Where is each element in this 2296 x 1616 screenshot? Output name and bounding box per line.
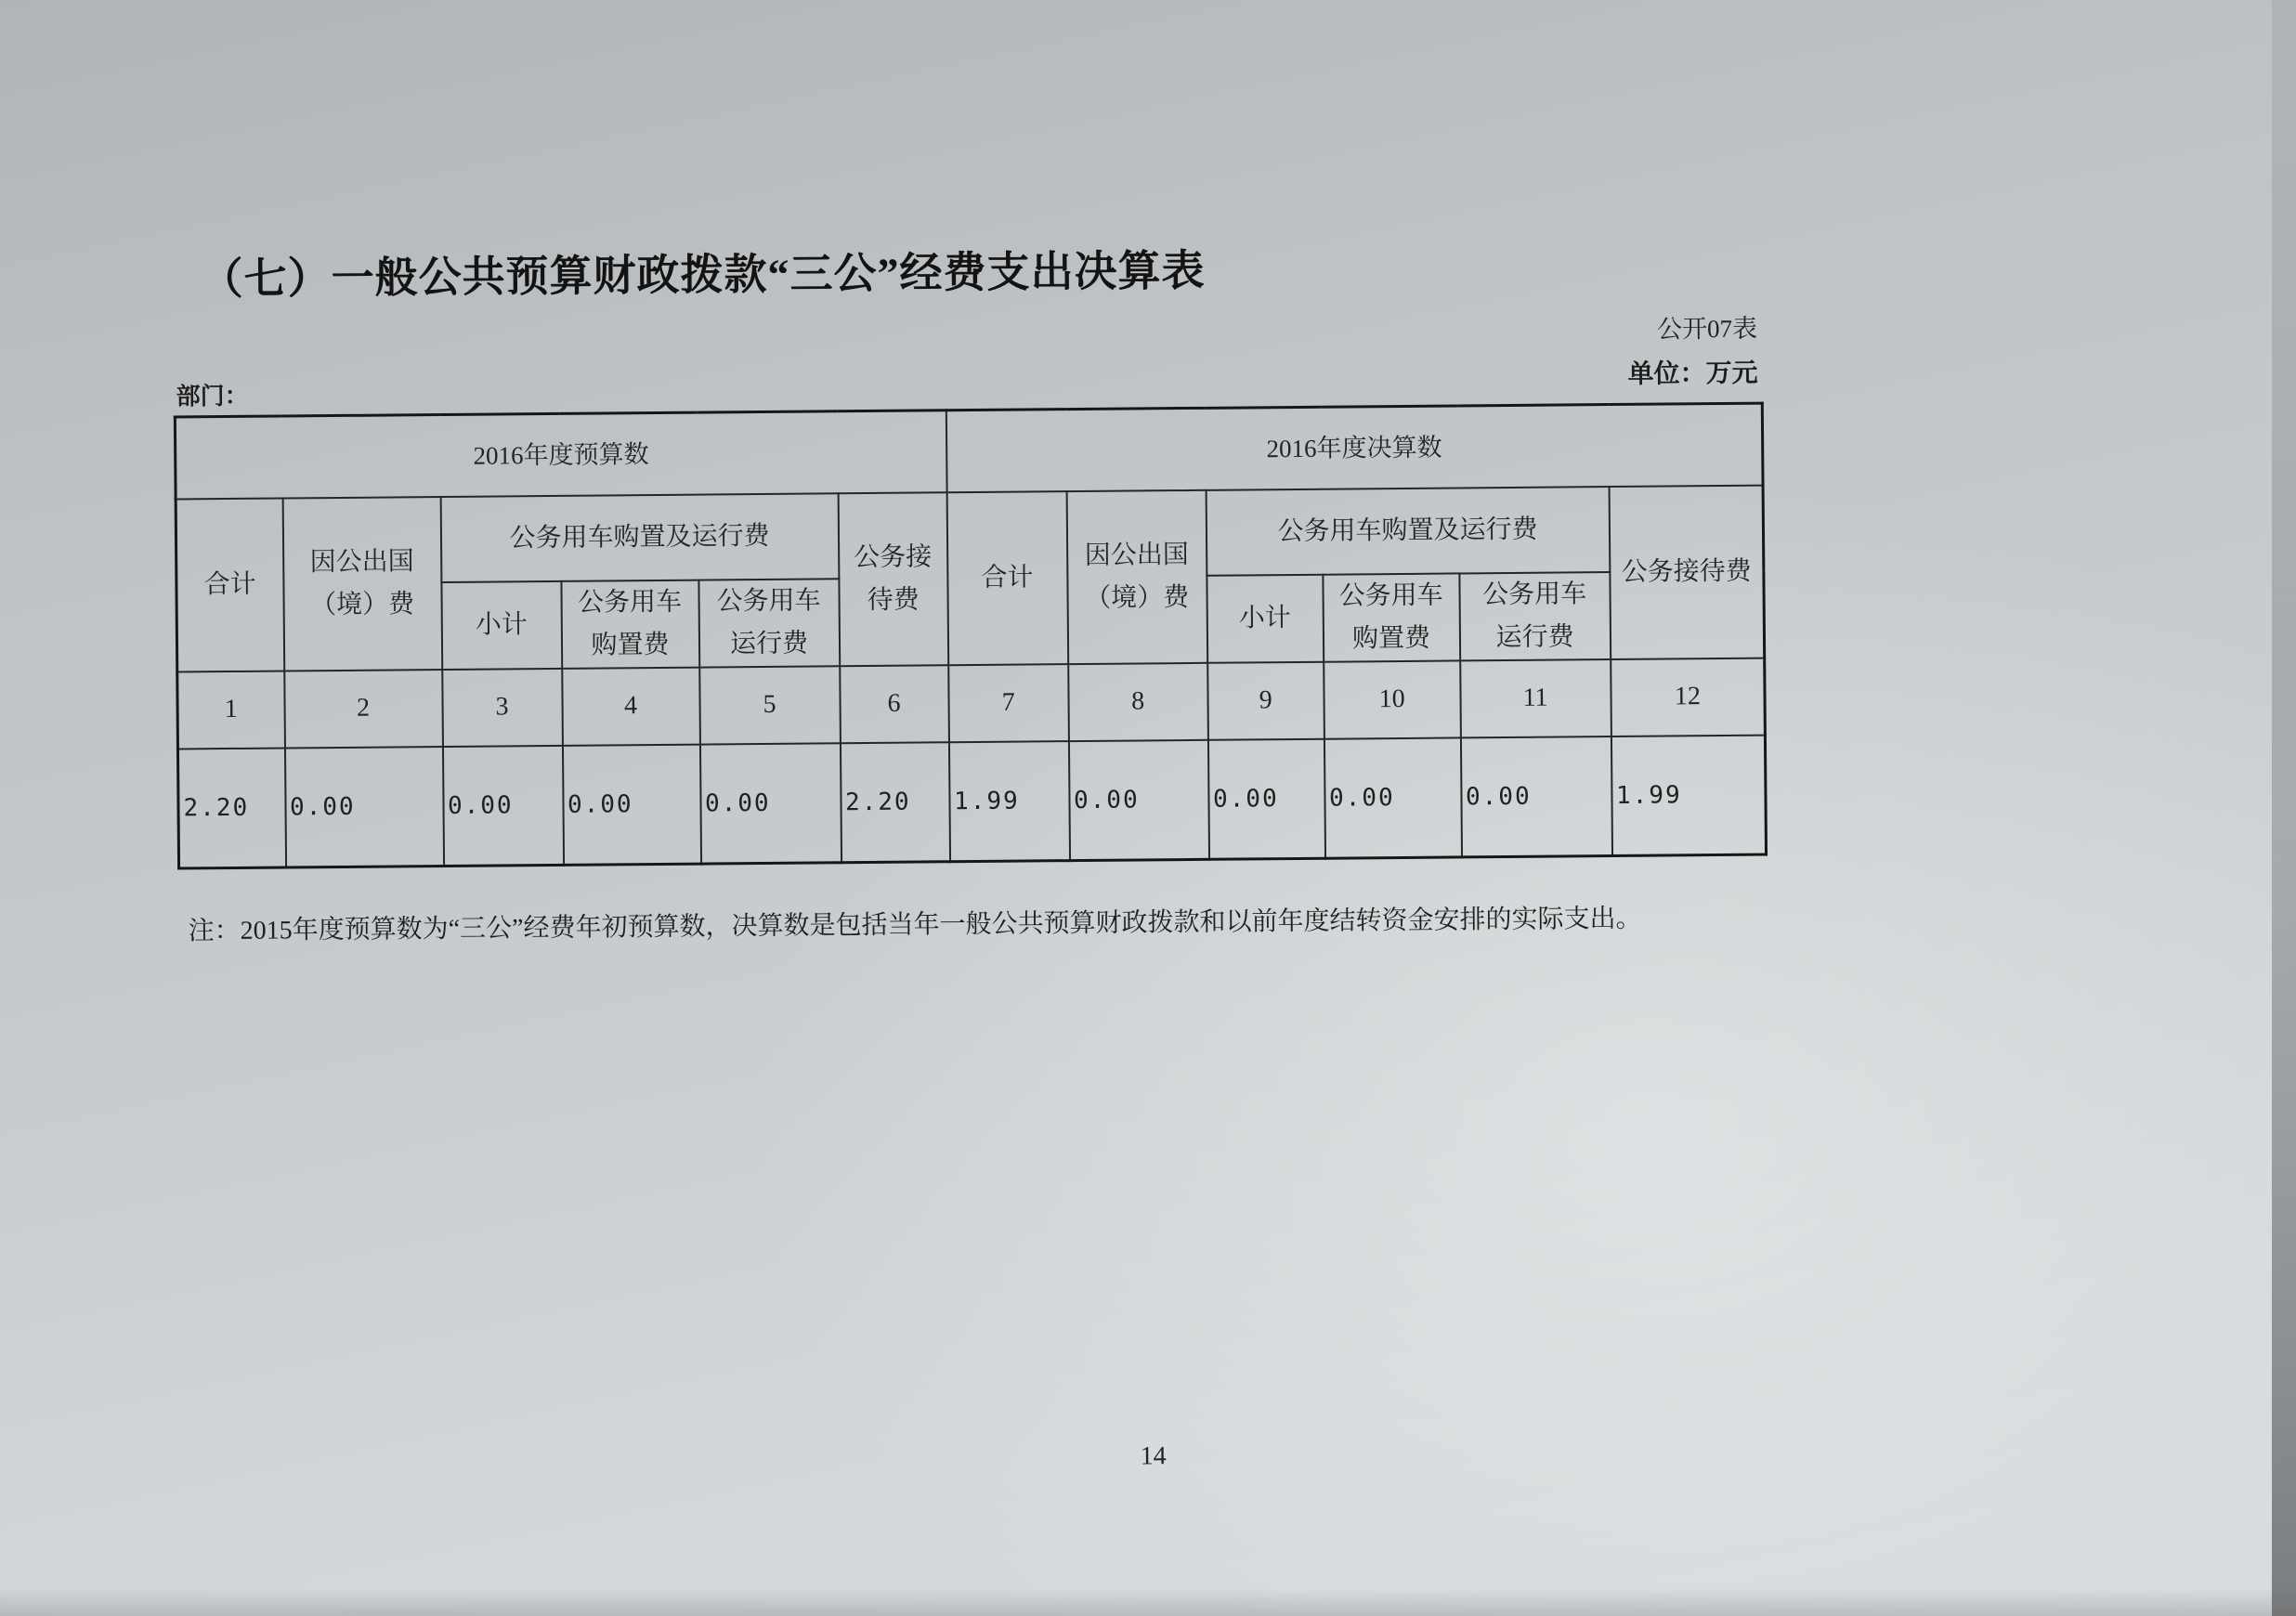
group-header-row xyxy=(175,403,1763,499)
budget-vehicle-subtotal-value: 0.00 xyxy=(442,745,563,866)
header-line: 因公出国 xyxy=(1084,540,1189,570)
column-number-cell: 5 xyxy=(699,666,841,744)
header-line: 购置费 xyxy=(591,630,670,660)
header-line: 公务接 xyxy=(854,541,933,572)
final-abroad-header xyxy=(1066,489,1207,663)
final-vehicle-purchase-value: 0.00 xyxy=(1324,737,1461,858)
budget-reception-header xyxy=(838,492,948,666)
budget-group-header: 2016年度预算数 xyxy=(175,411,946,499)
final-vehicle-operation-value: 0.00 xyxy=(1460,736,1611,857)
column-number-cell: 11 xyxy=(1460,659,1611,737)
header-line: 购置费 xyxy=(1351,623,1431,653)
category-header-row xyxy=(176,485,1764,584)
budget-vehicle-purchase-header xyxy=(561,580,699,668)
final-reception-header xyxy=(1609,485,1765,658)
column-number-cell: 10 xyxy=(1324,660,1461,738)
header-line: 公务用车 xyxy=(1481,579,1587,609)
column-number-cell: 3 xyxy=(442,668,563,746)
final-vehicle-operation-header xyxy=(1459,572,1611,660)
final-total-value: 1.99 xyxy=(949,741,1070,862)
header-line: 运行费 xyxy=(729,629,809,658)
final-total-header: 合计 xyxy=(946,491,1068,665)
budget-vehicle-subtotal-header: 小计 xyxy=(441,580,562,669)
header-line: （境）费 xyxy=(1085,582,1190,613)
paper-bottom-shadow xyxy=(0,1588,2296,1616)
column-number-cell: 9 xyxy=(1207,661,1324,739)
column-number-cell: 12 xyxy=(1611,658,1766,736)
header-line: 公务接待费 xyxy=(1621,556,1752,587)
department-label: 部门： xyxy=(176,382,249,411)
budget-total-header: 合计 xyxy=(176,498,284,671)
form-code: 公开07表 xyxy=(1656,314,1758,344)
budget-vehicle-purchase-value: 0.00 xyxy=(562,744,700,865)
header-line: 公务用车 xyxy=(716,585,821,616)
column-number-cell: 8 xyxy=(1068,662,1208,740)
header-line: 待费 xyxy=(867,585,920,615)
document-sheet xyxy=(134,197,1817,1512)
budget-reception-value: 2.20 xyxy=(840,742,949,863)
paper-edge-shadow xyxy=(2272,0,2296,1616)
final-vehicle-subtotal-header: 小计 xyxy=(1207,574,1324,662)
column-number-row xyxy=(177,658,1766,749)
header-line: 公务用车 xyxy=(577,587,683,618)
expenditure-table xyxy=(174,402,1768,870)
footnote: 注：2015年度预算数为“三公”经费年初预算数，决算数是包括当年一般公共预算财政拨款和以前年度结转资金安排的实际支出。 xyxy=(188,904,1642,946)
page-title: （七）一般公共预算财政拨款“三公”经费支出决算表 xyxy=(200,246,1206,304)
budget-vehicle-operation-value: 0.00 xyxy=(699,743,841,864)
final-vehicle-subtotal-value: 0.00 xyxy=(1207,738,1324,859)
final-vehicle-header: 公务用车购置及运行费 xyxy=(1206,487,1610,576)
final-abroad-value: 0.00 xyxy=(1068,739,1208,860)
final-group-header: 2016年度决算数 xyxy=(946,403,1763,492)
budget-total-value: 2.20 xyxy=(177,748,285,868)
column-number-cell: 1 xyxy=(177,671,285,749)
budget-vehicle-operation-header xyxy=(698,579,840,667)
budget-abroad-header xyxy=(282,497,442,671)
header-line: （境）费 xyxy=(309,589,415,619)
column-number-cell: 2 xyxy=(284,670,443,748)
column-number-cell: 6 xyxy=(840,665,949,743)
unit-label: 单位：万元 xyxy=(1627,358,1758,389)
column-number-cell: 7 xyxy=(948,664,1069,742)
final-vehicle-purchase-header xyxy=(1323,573,1460,661)
header-line: 公务用车 xyxy=(1338,580,1443,611)
page-number: 14 xyxy=(1140,1441,1167,1471)
header-line: 因公出国 xyxy=(309,546,414,577)
header-line: 运行费 xyxy=(1495,621,1574,652)
budget-abroad-value: 0.00 xyxy=(284,747,443,867)
final-reception-value: 1.99 xyxy=(1611,735,1766,855)
budget-vehicle-header: 公务用车购置及运行费 xyxy=(440,493,839,582)
value-row xyxy=(177,735,1766,868)
column-number-cell: 4 xyxy=(562,667,700,745)
